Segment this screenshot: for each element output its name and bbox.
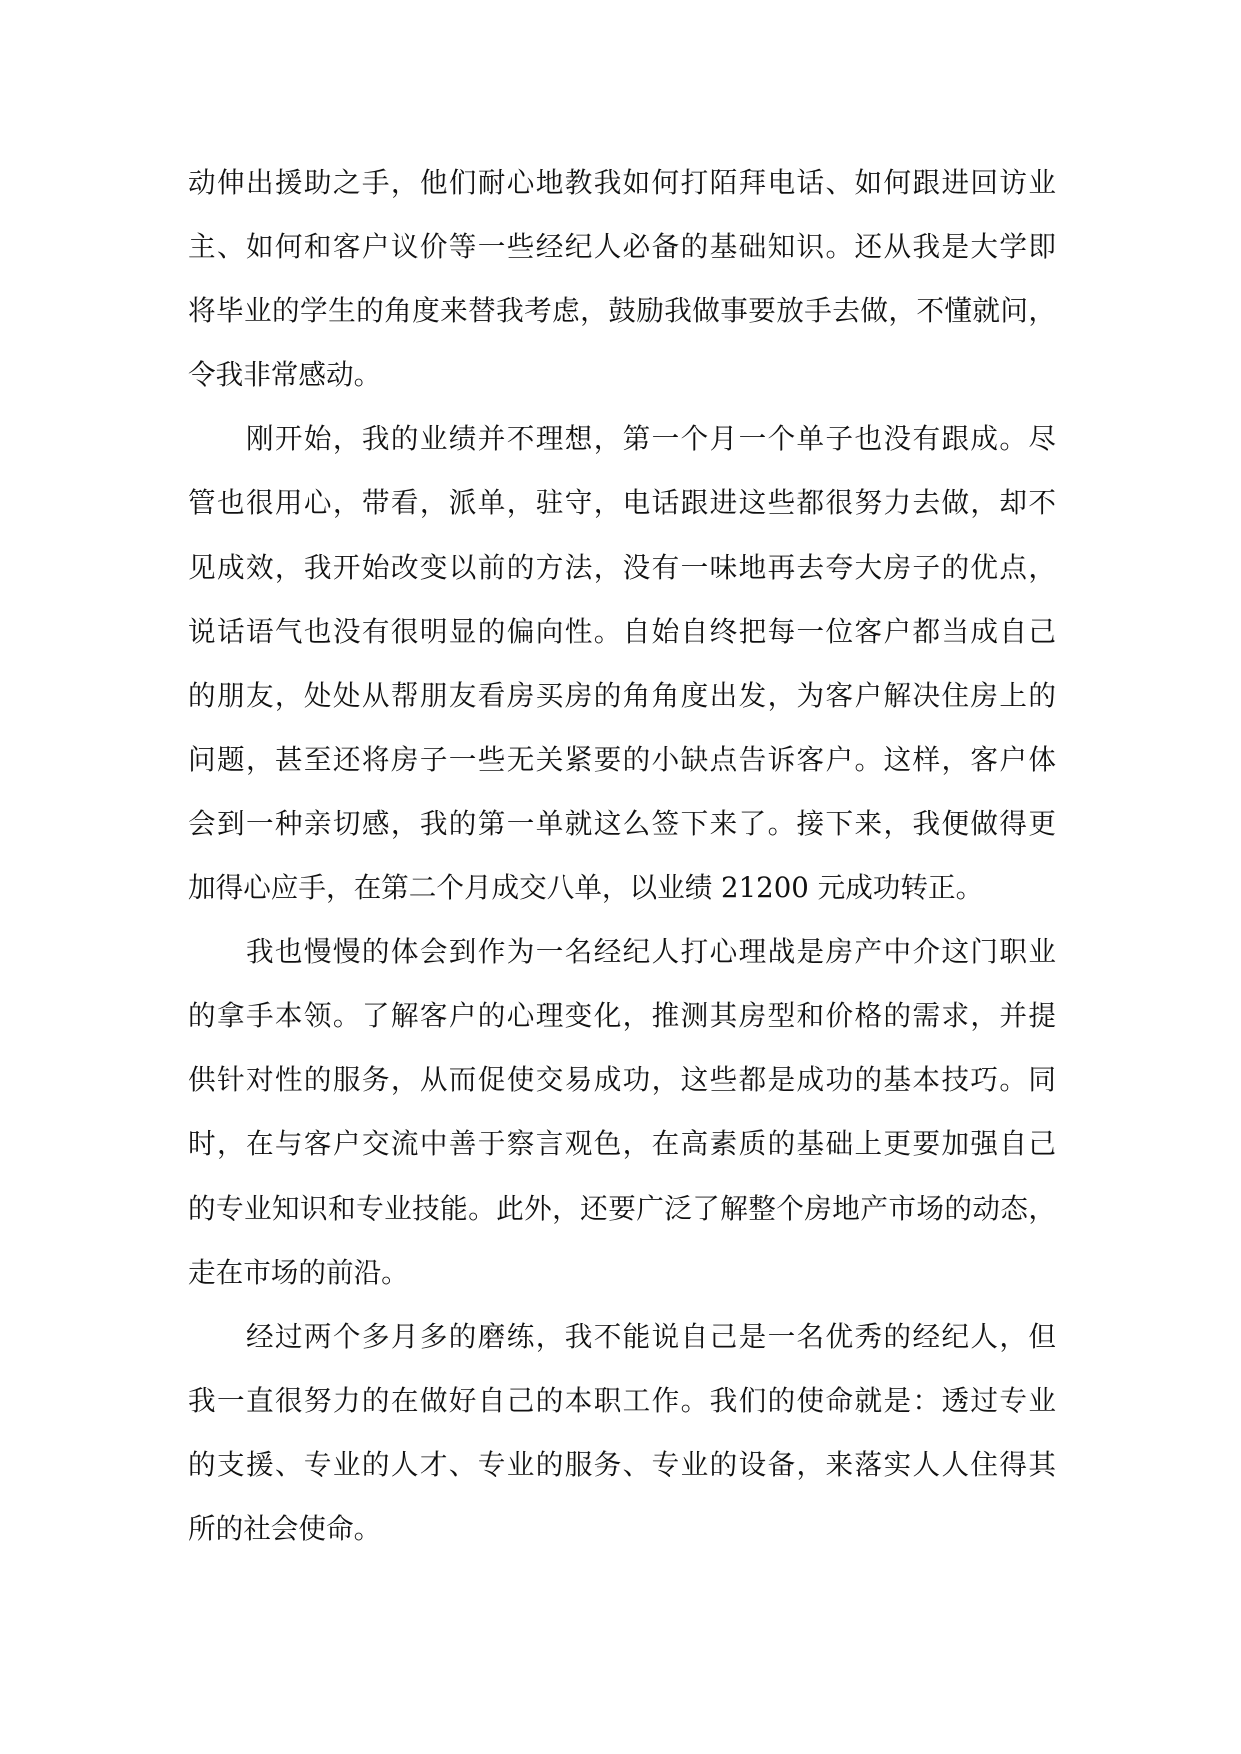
text-line: 的拿手本领。了解客户的心理变化，推测其房型和价格的需求，并提: [188, 999, 1056, 1033]
text-line: 问题，甚至还将房子一些无关紧要的小缺点告诉客户。这样，客户体: [188, 742, 1056, 776]
text-line: 我也慢慢的体会到作为一名经纪人打心理战是房产中介这门职业: [188, 935, 1056, 969]
text-line: 走在市场的前沿。: [188, 1255, 409, 1289]
text-line: 供针对性的服务，从而促使交易成功，这些都是成功的基本技巧。同: [188, 1063, 1056, 1097]
text-line: 将毕业的学生的角度来替我考虑，鼓励我做事要放手去做，不懂就问，: [188, 294, 1056, 328]
text-line: 刚开始，我的业绩并不理想，第一个月一个单子也没有跟成。尽: [188, 422, 1056, 456]
text-line: 我一直很努力的在做好自己的本职工作。我们的使命就是：透过专业: [188, 1383, 1056, 1417]
paragraph: [188, 407, 1056, 920]
text-line: 主、如何和客户议价等一些经纪人必备的基础知识。还从我是大学即: [188, 230, 1056, 264]
text-line: 所的社会使命。: [188, 1511, 382, 1545]
text-line: 的支援、专业的人才、专业的服务、专业的设备，来落实人人住得其: [188, 1447, 1056, 1481]
document-body: [188, 151, 1056, 1561]
text-line: 的朋友，处处从帮朋友看房买房的角角度出发，为客户解决住房上的: [188, 678, 1056, 712]
paragraph: [188, 920, 1056, 1305]
text-line: 加得心应手，在第二个月成交八单，以业绩 21200 元成功转正。: [188, 871, 984, 905]
text-line: 时，在与客户交流中善于察言观色，在高素质的基础上更要加强自己: [188, 1127, 1056, 1161]
text-line: 经过两个多月多的磨练，我不能说自己是一名优秀的经纪人，但: [188, 1319, 1056, 1353]
paragraph: [188, 151, 1056, 407]
text-line: 说话语气也没有很明显的偏向性。自始自终把每一位客户都当成自己: [188, 614, 1056, 648]
text-line: 令我非常感动。: [188, 358, 382, 392]
text-line: 见成效，我开始改变以前的方法，没有一味地再去夸大房子的优点，: [188, 550, 1056, 584]
text-line: 动伸出援助之手，他们耐心地教我如何打陌拜电话、如何跟进回访业: [188, 166, 1056, 199]
text-line: 会到一种亲切感，我的第一单就这么签下来了。接下来，我便做得更: [188, 806, 1056, 840]
text-line: 的专业知识和专业技能。此外，还要广泛了解整个房地产市场的动态，: [188, 1191, 1056, 1225]
text-line: 管也很用心，带看，派单，驻守，电话跟进这些都很努力去做，却不: [188, 486, 1056, 520]
paragraph: [188, 1305, 1056, 1561]
